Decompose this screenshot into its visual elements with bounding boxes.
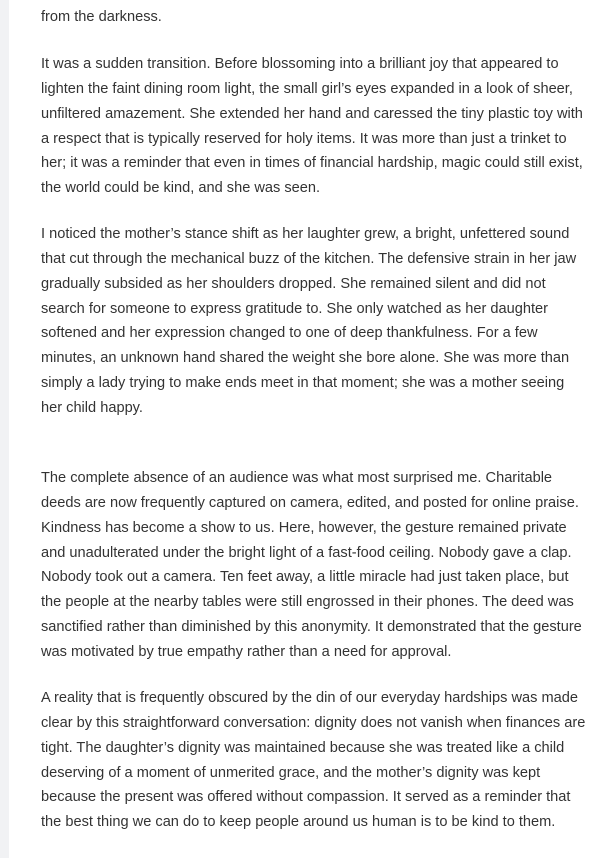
left-margin-rail <box>0 0 9 858</box>
paragraph-mother-reaction: I noticed the mother’s stance shift as her laughter grew, a bright, unfettered sound that cut through the mechanical buzz of the kitchen. The defensive strain in her jaw gradually subsided as her shoulders dropped. She remained silent and did not search for someone to express gratitude to. She only watched as her daughter softened and her expression changed to one of deep thankfulness. For a few minutes, an unknown hand shared the weight she bore alone. She was more than simply a lady trying to make ends meet in that moment; she was a mother seeing her child happy. <box>41 226 577 416</box>
paragraph-fragment: from the darkness. <box>41 9 162 25</box>
paragraph-girl-reaction: It was a sudden transition. Before blossoming into a brilliant joy that appeared to lighten the faint dining room light, the small girl’s eyes expanded in a look of sheer, unfiltered amazement. She extended her hand and caressed the tiny plastic toy with a respect that is typically reserved for holy items. It was more than just a trinket to her; it was a reminder that even in times of financial hardship, magic could still exist, the world could be kind, and she was seen. <box>41 56 583 197</box>
paragraph-no-audience: The complete absence of an audience was what most surprised me. Charitable deeds are now frequently captured on camera, edited, and posted for online praise. Kindness has become a show to us. Here, however, the gesture remained private and unadulterated under the bright light of a fast-food ceiling. Nobody gave a clap. Nobody took out a camera. Ten feet away, a little miracle had just taken place, but the people at the nearby tables were still engrossed in their phones. The deed was sanctified rather than diminished by this anonymity. It demonstrated that the gesture was motivated by true empathy rather than a need for approval. <box>41 470 582 660</box>
paragraph-dignity: A reality that is frequently obscured by the din of our everyday hardships was made clear by this straightforward conversation: dignity does not vanish when finances are tight. The daughter’s dignity was maintained because she was treated like a child deserving of a moment of unmerited grace, and the mother’s dignity was kept because the present was offered without compassion. It served as a reminder that the best thing we can do to keep people around us human is to be kind to them. <box>41 690 586 831</box>
